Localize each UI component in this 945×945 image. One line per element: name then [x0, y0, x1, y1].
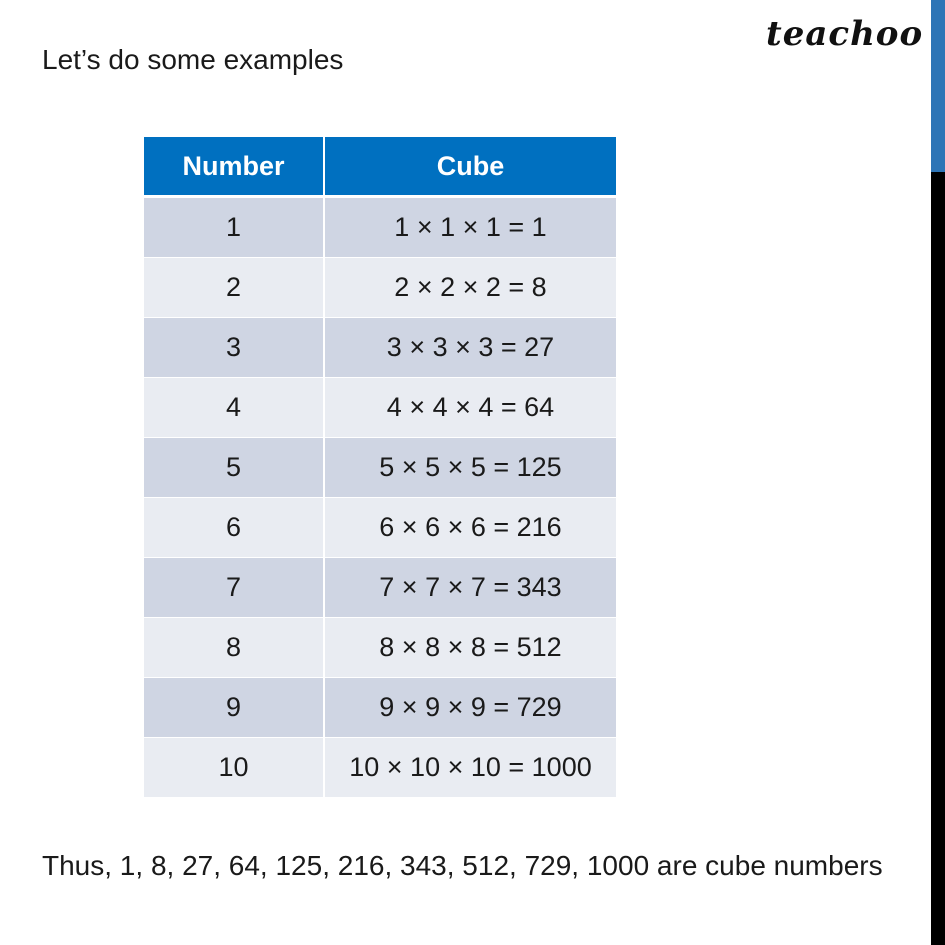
cube-cell: 7 × 7 × 7 = 343 — [324, 558, 616, 618]
number-cell: 3 — [144, 318, 324, 378]
cube-cell: 4 × 4 × 4 = 64 — [324, 378, 616, 438]
table-row — [144, 558, 616, 618]
table-row — [144, 738, 616, 798]
number-cell: 10 — [144, 738, 324, 798]
number-cell: 8 — [144, 618, 324, 678]
header-cube: Cube — [324, 137, 616, 197]
table-row — [144, 197, 616, 258]
cube-cell: 8 × 8 × 8 = 512 — [324, 618, 616, 678]
table-row — [144, 318, 616, 378]
number-cell: 1 — [144, 197, 324, 258]
number-cell: 4 — [144, 378, 324, 438]
cube-cell: 1 × 1 × 1 = 1 — [324, 197, 616, 258]
number-cell: 5 — [144, 438, 324, 498]
table-row — [144, 438, 616, 498]
cube-cell: 9 × 9 × 9 = 729 — [324, 678, 616, 738]
table-row — [144, 678, 616, 738]
table-header-row — [144, 137, 616, 197]
number-cell: 6 — [144, 498, 324, 558]
teachoo-logo: teachoo — [766, 14, 924, 54]
table-row — [144, 378, 616, 438]
table-row — [144, 258, 616, 318]
header-number: Number — [144, 137, 324, 197]
cube-cell: 2 × 2 × 2 = 8 — [324, 258, 616, 318]
cube-cell: 3 × 3 × 3 = 27 — [324, 318, 616, 378]
side-scrollbar-thumb[interactable] — [931, 0, 945, 172]
cube-cell: 6 × 6 × 6 = 216 — [324, 498, 616, 558]
intro-heading: Let’s do some examples — [42, 44, 344, 75]
cube-table — [144, 137, 616, 798]
number-cell: 2 — [144, 258, 324, 318]
table-row — [144, 618, 616, 678]
cube-cell: 10 × 10 × 10 = 1000 — [324, 738, 616, 798]
number-cell: 7 — [144, 558, 324, 618]
table-row — [144, 498, 616, 558]
cube-cell: 5 × 5 × 5 = 125 — [324, 438, 616, 498]
conclusion-text: Thus, 1, 8, 27, 64, 125, 216, 343, 512, 729, 1000 are cube numbers — [42, 850, 883, 881]
number-cell: 9 — [144, 678, 324, 738]
